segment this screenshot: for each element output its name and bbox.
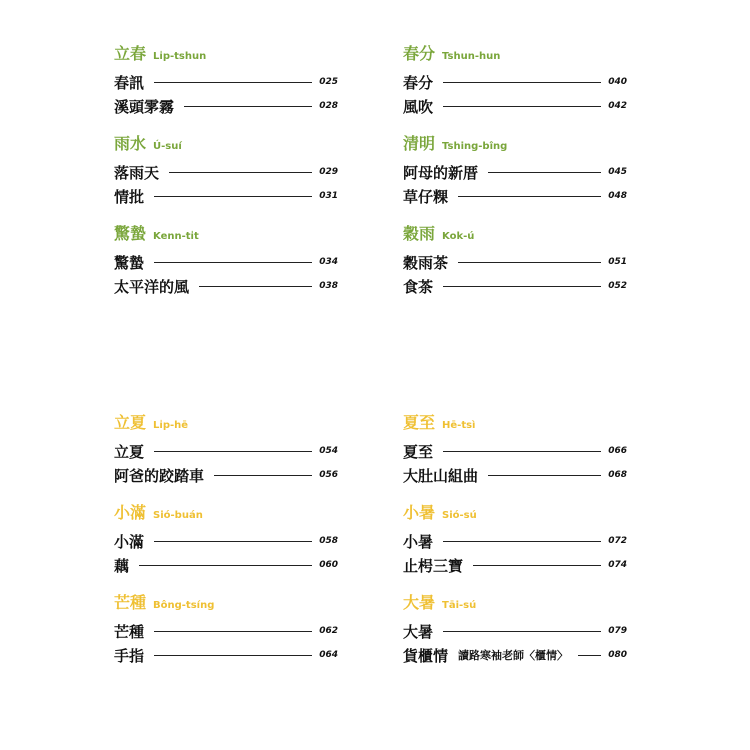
leader-line — [443, 106, 601, 107]
entry-list — [114, 439, 338, 487]
spring-right-column — [403, 41, 627, 311]
section-romanization: Li̍p-hē — [153, 420, 189, 431]
entry-list — [114, 70, 338, 118]
entry-title: 驚蟄 — [114, 253, 145, 272]
leader-line — [443, 82, 601, 83]
entry-title: 藕 — [114, 556, 130, 575]
toc-section — [114, 41, 338, 118]
toc-entry[interactable] — [114, 184, 338, 208]
section-romanization: Bông-tsíng — [153, 600, 215, 611]
entry-title: 風吹 — [403, 97, 434, 116]
entry-title: 情批 — [114, 187, 145, 206]
toc-section — [403, 590, 627, 667]
section-header — [114, 500, 338, 524]
section-header — [114, 131, 338, 155]
section-romanization: Tshing-bîng — [442, 141, 508, 152]
toc-entry[interactable] — [114, 160, 338, 184]
leader-line — [473, 565, 601, 566]
leader-line — [139, 565, 312, 566]
leader-line — [458, 196, 601, 197]
page-number: 034 — [319, 257, 338, 267]
page-number: 072 — [608, 536, 627, 546]
section-romanization: Ú-suí — [153, 141, 182, 152]
toc-entry[interactable] — [114, 94, 338, 118]
page-number: 064 — [319, 650, 338, 660]
section-title: 小暑 — [403, 503, 436, 522]
section-header — [403, 131, 627, 155]
entry-title: 春訊 — [114, 73, 145, 92]
section-romanization: Kok-ú — [442, 231, 475, 242]
section-title: 立春 — [114, 44, 147, 63]
entry-list — [114, 619, 338, 667]
entry-list — [403, 70, 627, 118]
entry-title: 大肚山組曲 — [403, 466, 479, 485]
section-header — [114, 41, 338, 65]
toc-entry[interactable] — [403, 553, 627, 577]
toc-entry[interactable] — [403, 250, 627, 274]
toc-entry[interactable] — [114, 439, 338, 463]
entry-list — [114, 250, 338, 298]
toc-section — [114, 500, 338, 577]
toc-entry[interactable] — [114, 529, 338, 553]
entry-title: 落雨天 — [114, 163, 160, 182]
leader-line — [154, 82, 312, 83]
toc-entry[interactable] — [403, 619, 627, 643]
entry-list — [114, 529, 338, 577]
section-header — [403, 41, 627, 65]
entry-list — [403, 250, 627, 298]
leader-line — [154, 631, 312, 632]
page-number: 045 — [608, 167, 627, 177]
entry-list — [403, 160, 627, 208]
page-number: 042 — [608, 101, 627, 111]
entry-title: 止枵三寶 — [403, 556, 464, 575]
toc-entry[interactable] — [114, 250, 338, 274]
toc-section — [403, 41, 627, 118]
entry-list — [403, 619, 627, 667]
section-header — [114, 590, 338, 614]
section-title: 春分 — [403, 44, 436, 63]
leader-line — [458, 262, 601, 263]
page-number: 074 — [608, 560, 627, 570]
leader-line — [214, 475, 312, 476]
leader-line — [154, 451, 312, 452]
summer-left-column — [114, 410, 338, 680]
page-number: 029 — [319, 167, 338, 177]
section-title: 夏至 — [403, 413, 436, 432]
entry-title: 太平洋的風 — [114, 277, 190, 296]
page-number: 048 — [608, 191, 627, 201]
toc-entry[interactable] — [403, 643, 627, 667]
section-title: 芒種 — [114, 593, 147, 612]
summer-right-column — [403, 410, 627, 680]
section-romanization: Tāi-sú — [442, 600, 477, 611]
toc-entry[interactable] — [403, 184, 627, 208]
page-number: 066 — [608, 446, 627, 456]
entry-title: 手指 — [114, 646, 145, 665]
section-title: 小滿 — [114, 503, 147, 522]
page-number: 056 — [319, 470, 338, 480]
section-romanization: Sió-sú — [442, 510, 477, 521]
page-number: 040 — [608, 77, 627, 87]
entry-list — [403, 529, 627, 577]
page-number: 038 — [319, 281, 338, 291]
leader-line — [443, 541, 601, 542]
page-number: 060 — [319, 560, 338, 570]
leader-line — [578, 655, 601, 656]
page-number: 068 — [608, 470, 627, 480]
leader-line — [443, 631, 601, 632]
toc-entry[interactable] — [403, 94, 627, 118]
section-romanization: Sió-buán — [153, 510, 203, 521]
section-header — [403, 590, 627, 614]
toc-section — [114, 131, 338, 208]
page-number: 051 — [608, 257, 627, 267]
entry-title: 阿爸的跤踏車 — [114, 466, 205, 485]
leader-line — [154, 262, 312, 263]
section-romanization: Hē-tsì — [442, 420, 476, 431]
entry-title: 夏至 — [403, 442, 434, 461]
entry-title: 小滿 — [114, 532, 145, 551]
entry-subtitle: 讀路寒袖老師〈櫃情〉 — [458, 649, 569, 662]
section-header — [403, 500, 627, 524]
toc-section — [403, 500, 627, 577]
entry-title: 小暑 — [403, 532, 434, 551]
toc-entry[interactable] — [114, 619, 338, 643]
entry-title: 溪頭雺霧 — [114, 97, 175, 116]
leader-line — [443, 451, 601, 452]
toc-entry[interactable] — [403, 70, 627, 94]
toc-entry[interactable] — [403, 529, 627, 553]
entry-list — [403, 439, 627, 487]
toc-entry[interactable] — [114, 643, 338, 667]
toc-entry[interactable] — [403, 160, 627, 184]
toc-section — [114, 221, 338, 298]
section-title: 清明 — [403, 134, 436, 153]
toc-entry[interactable] — [114, 553, 338, 577]
leader-line — [488, 172, 601, 173]
entry-title: 大暑 — [403, 622, 434, 641]
toc-section — [114, 410, 338, 487]
leader-line — [488, 475, 601, 476]
section-title: 大暑 — [403, 593, 436, 612]
page-number: 052 — [608, 281, 627, 291]
entry-title: 春分 — [403, 73, 434, 92]
section-title: 驚蟄 — [114, 224, 147, 243]
section-header — [403, 410, 627, 434]
entry-title: 阿母的新厝 — [403, 163, 479, 182]
entry-title: 穀雨茶 — [403, 253, 449, 272]
leader-line — [184, 106, 312, 107]
toc-entry[interactable] — [403, 463, 627, 487]
entry-title: 食茶 — [403, 277, 434, 296]
toc-section — [403, 221, 627, 298]
page-number: 058 — [319, 536, 338, 546]
section-title: 立夏 — [114, 413, 147, 432]
entry-title: 貨櫃情 — [403, 646, 449, 665]
page-number: 028 — [319, 101, 338, 111]
toc-entry[interactable] — [114, 274, 338, 298]
entry-title: 草仔粿 — [403, 187, 449, 206]
toc-entry[interactable] — [403, 439, 627, 463]
toc-entry[interactable] — [403, 274, 627, 298]
leader-line — [154, 655, 312, 656]
section-header — [114, 221, 338, 245]
entry-title: 立夏 — [114, 442, 145, 461]
page-number: 054 — [319, 446, 338, 456]
page-number: 062 — [319, 626, 338, 636]
toc-section — [403, 410, 627, 487]
toc-entry[interactable] — [114, 70, 338, 94]
leader-line — [154, 541, 312, 542]
section-title: 穀雨 — [403, 224, 436, 243]
page-number: 080 — [608, 650, 627, 660]
page-number: 079 — [608, 626, 627, 636]
entry-title: 芒種 — [114, 622, 145, 641]
section-title: 雨水 — [114, 134, 147, 153]
page-number: 025 — [319, 77, 338, 87]
toc-entry[interactable] — [114, 463, 338, 487]
entry-list — [114, 160, 338, 208]
section-header — [403, 221, 627, 245]
leader-line — [199, 286, 312, 287]
page-number: 031 — [319, 191, 338, 201]
leader-line — [154, 196, 312, 197]
leader-line — [169, 172, 312, 173]
spring-left-column — [114, 41, 338, 311]
toc-section — [403, 131, 627, 208]
section-header — [114, 410, 338, 434]
section-romanization: Tshun-hun — [442, 51, 501, 62]
leader-line — [443, 286, 601, 287]
section-romanization: Kenn-ti̍t — [153, 231, 199, 242]
toc-section — [114, 590, 338, 667]
section-romanization: Li̍p-tshun — [153, 51, 207, 62]
